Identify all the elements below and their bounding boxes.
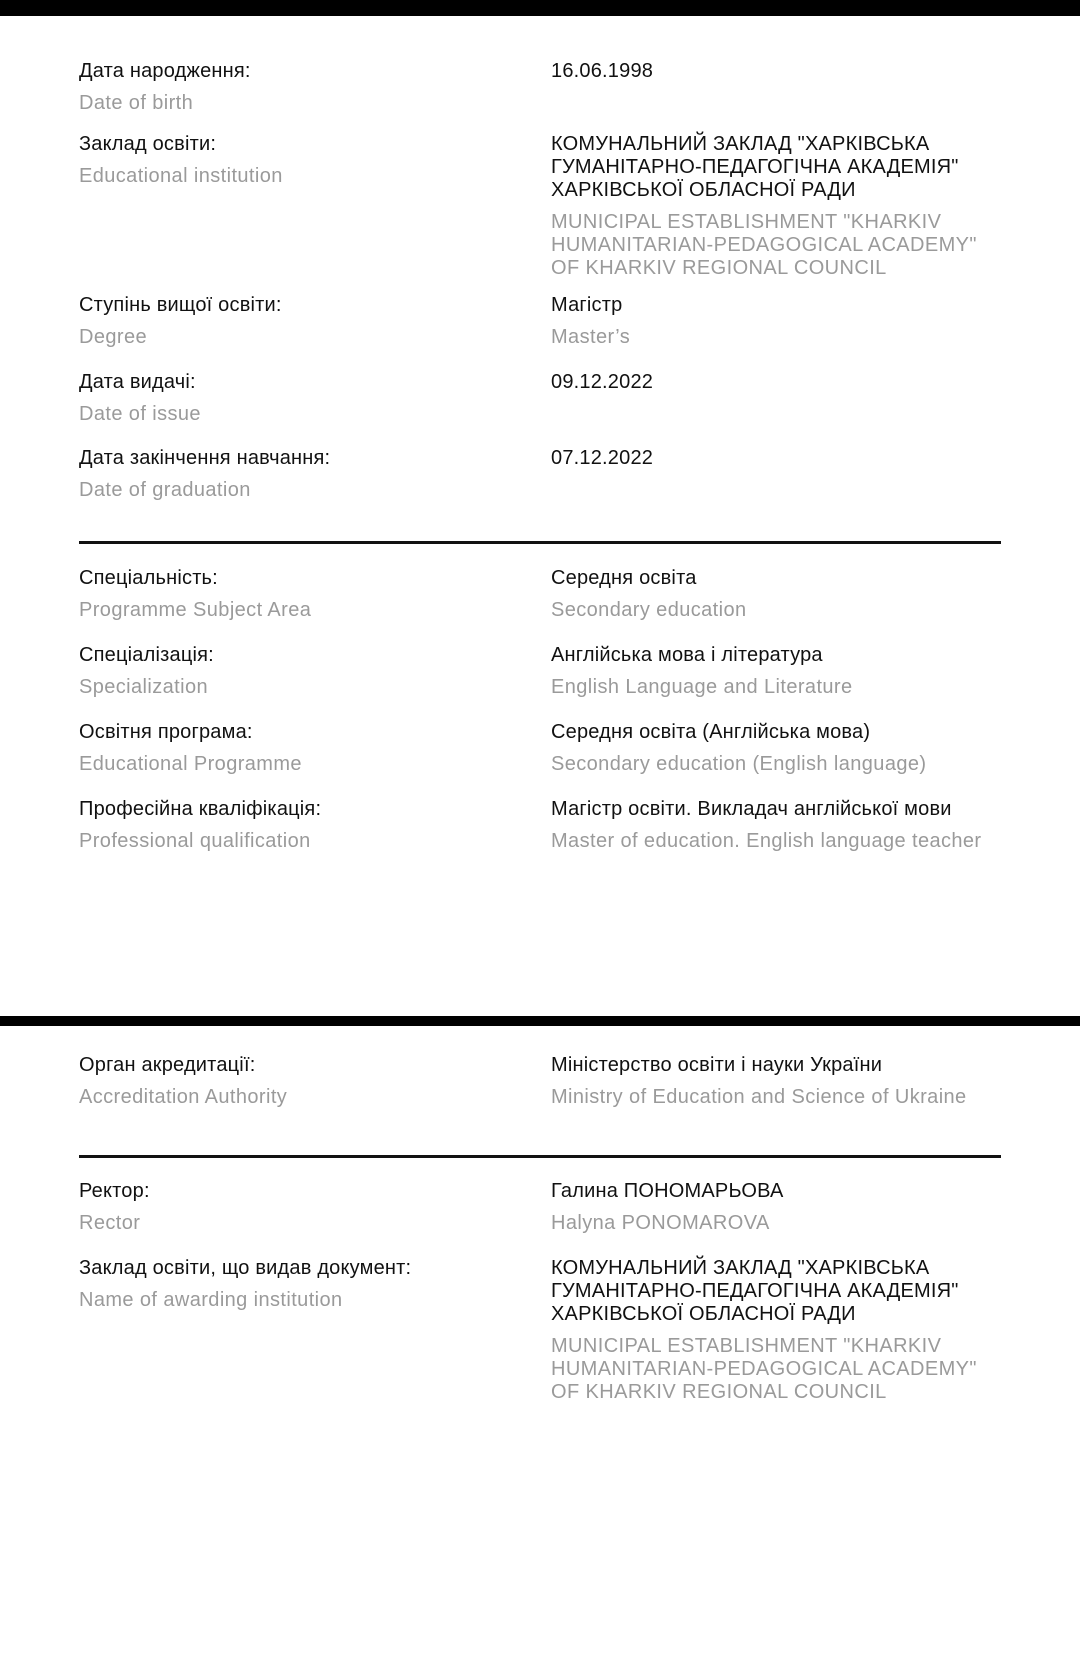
page-break-bar: [0, 1016, 1080, 1026]
value-institution-en: MUNICIPAL ESTABLISHMENT "KHARKIV HUMANITARIAN-PEDAGOGICAL ACADEMY" OF KHARKIV REGIONAL COUNCIL: [551, 211, 977, 279]
section-divider: [79, 541, 1001, 544]
field-row-specialization: [79, 644, 1001, 721]
value-rector-en: Halyna PONOMAROVA: [551, 1212, 770, 1234]
value-programme-en: Secondary education (English language): [551, 753, 927, 775]
label-institution-ua: Заклад освіти:: [79, 133, 217, 155]
label-institution-en: Educational institution: [79, 165, 283, 187]
label-graduation-ua: Дата закінчення навчання:: [79, 447, 331, 469]
label-programme-ua: Освітня програма:: [79, 721, 253, 743]
field-row-issue: [79, 371, 1001, 447]
value-subject-en: Secondary education: [551, 599, 747, 621]
value-awarding-en: MUNICIPAL ESTABLISHMENT "KHARKIV HUMANITARIAN-PEDAGOGICAL ACADEMY" OF KHARKIV REGIONAL COUNCIL: [551, 1335, 977, 1403]
label-issue-en: Date of issue: [79, 403, 201, 425]
accreditation-section: [79, 1054, 1001, 1154]
label-qualification-en: Professional qualification: [79, 830, 311, 852]
value-degree-en: Master’s: [551, 326, 631, 348]
label-programme-en: Educational Programme: [79, 753, 302, 775]
value-qualification-en: Master of education. English language teacher: [551, 830, 982, 852]
label-qualification-ua: Професійна кваліфікація:: [79, 798, 322, 820]
field-row-awarding: [79, 1257, 1001, 1418]
value-degree-ua: Магістр: [551, 294, 623, 316]
signatory-section: [79, 1180, 1001, 1418]
label-graduation-en: Date of graduation: [79, 479, 251, 501]
label-degree-en: Degree: [79, 326, 147, 348]
basic-info-section: [79, 60, 1001, 517]
field-row-institution: [79, 133, 1001, 294]
label-awarding-en: Name of awarding institution: [79, 1289, 343, 1311]
label-specialization-ua: Спеціалізація:: [79, 644, 214, 666]
field-row-graduation: [79, 447, 1001, 517]
value-awarding-ua: КОМУНАЛЬНИЙ ЗАКЛАД "ХАРКІВСЬКА ГУМАНІТАРНО-ПЕДАГОГІЧНА АКАДЕМІЯ" ХАРКІВСЬКОЇ ОБЛАСНОЇ РАДИ: [551, 1257, 959, 1325]
field-row-subject: [79, 567, 1001, 644]
field-row-rector: [79, 1180, 1001, 1257]
label-rector-en: Rector: [79, 1212, 141, 1234]
label-rector-ua: Ректор:: [79, 1180, 150, 1202]
value-institution-ua: КОМУНАЛЬНИЙ ЗАКЛАД "ХАРКІВСЬКА ГУМАНІТАРНО-ПЕДАГОГІЧНА АКАДЕМІЯ" ХАРКІВСЬКОЇ ОБЛАСНОЇ РАДИ: [551, 133, 959, 201]
label-degree-ua: Ступінь вищої освіти:: [79, 294, 282, 316]
label-subject-ua: Спеціальність:: [79, 567, 218, 589]
field-row-degree: [79, 294, 1001, 371]
value-issue: 09.12.2022: [551, 371, 654, 393]
programme-section: [79, 567, 1001, 908]
label-specialization-en: Specialization: [79, 676, 209, 698]
value-subject-ua: Середня освіта: [551, 567, 697, 589]
value-programme-ua: Середня освіта (Англійська мова): [551, 721, 871, 743]
field-row-programme: [79, 721, 1001, 798]
label-subject-en: Programme Subject Area: [79, 599, 312, 621]
value-authority-en: Ministry of Education and Science of Ukraine: [551, 1086, 967, 1108]
label-awarding-ua: Заклад освіти, що видав документ:: [79, 1257, 412, 1279]
label-authority-ua: Орган акредитації:: [79, 1054, 256, 1076]
value-specialization-en: English Language and Literature: [551, 676, 853, 698]
value-qualification-ua: Магістр освіти. Викладач англійської мови: [551, 798, 952, 820]
field-row-birth: [79, 60, 1001, 133]
value-authority-ua: Міністерство освіти і науки України: [551, 1054, 883, 1076]
value-rector-ua: Галина ПОНОМАРЬОВА: [551, 1180, 784, 1202]
value-graduation: 07.12.2022: [551, 447, 654, 469]
label-birth-ua: Дата народження:: [79, 60, 251, 82]
top-status-bar: [0, 0, 1080, 16]
field-row-authority: [79, 1054, 1001, 1154]
value-specialization-ua: Англійська мова і література: [551, 644, 823, 666]
label-authority-en: Accreditation Authority: [79, 1086, 288, 1108]
section-divider: [79, 1155, 1001, 1158]
label-issue-ua: Дата видачі:: [79, 371, 196, 393]
label-birth-en: Date of birth: [79, 92, 194, 114]
field-row-qualification: [79, 798, 1001, 908]
value-birth: 16.06.1998: [551, 60, 654, 82]
